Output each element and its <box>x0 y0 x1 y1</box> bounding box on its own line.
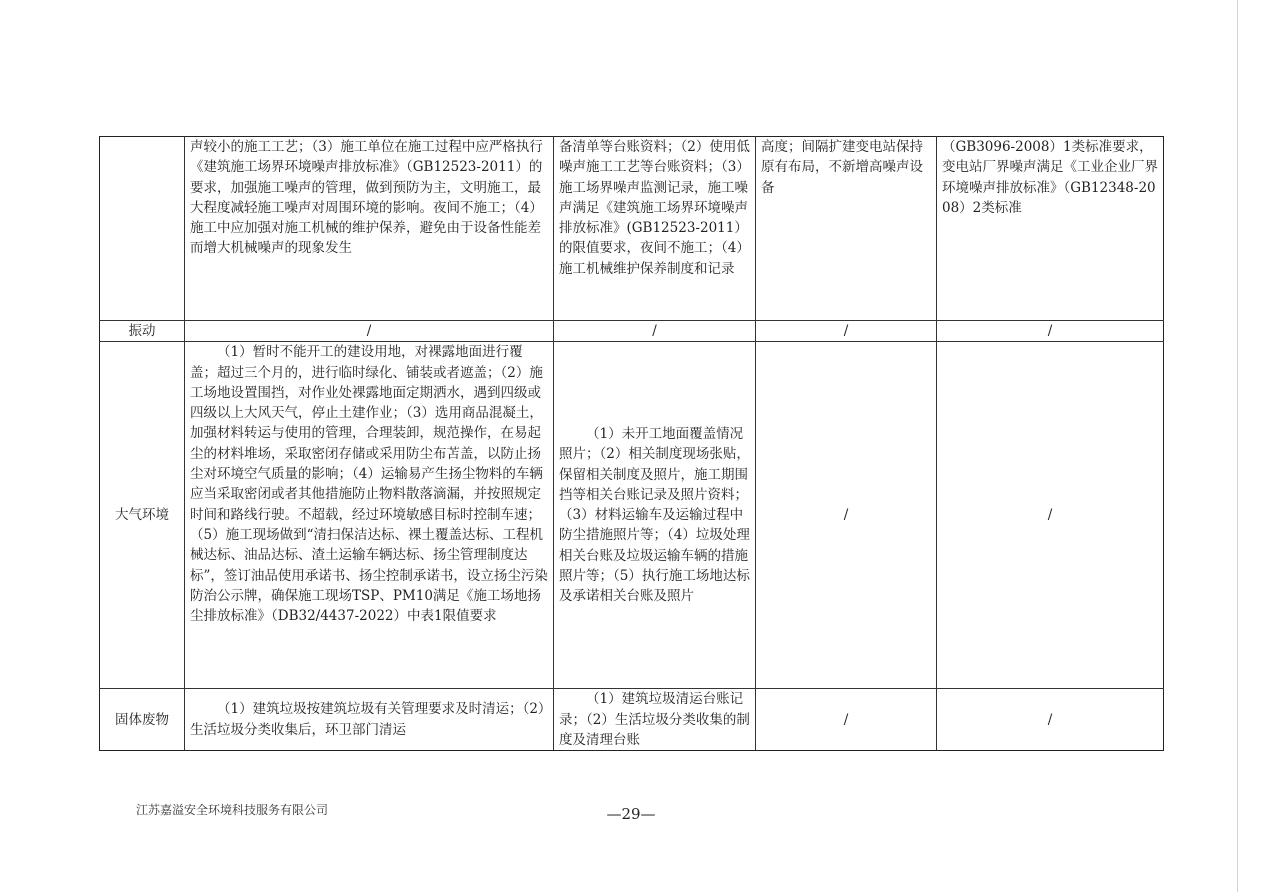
construction-measures-cell: （1）建筑垃圾按建筑垃圾有关管理要求及时清运；（2）生活垃圾分类收集后，环卫部门清运 <box>185 689 554 751</box>
footer-company-name: 江苏嘉溢安全环境科技服务有限公司 <box>136 803 329 817</box>
page-number: —29— <box>606 805 656 823</box>
operation-measures-cell: 高度；间隔扩建变电站保持原有布局，不新增高噪声设备 <box>756 137 937 321</box>
environmental-measures-table <box>99 136 1164 751</box>
table-row-air <box>100 342 1164 689</box>
table-row-solid-waste <box>100 689 1164 751</box>
operation-measures-cell: / <box>756 342 937 689</box>
construction-acceptance-cell: / <box>554 321 756 342</box>
operation-acceptance-cell: / <box>937 689 1164 751</box>
operation-acceptance-cell: / <box>937 342 1164 689</box>
construction-measures-cell: 声较小的施工工艺；（3）施工单位在施工过程中应严格执行《建筑施工场界环境噪声排放标准》（GB12523-2011）的要求，加强施工噪声的管理，做到预防为主，文明施工，最大程度减轻施工噪声对周围环境的影响。夜间不施工；（4）施工中应加强对施工机械的维护保养，避免由于设备性能差而增大机械噪声的现象发生 <box>185 137 554 321</box>
construction-measures-cell: / <box>185 321 554 342</box>
category-cell: 大气环境 <box>100 342 185 689</box>
construction-acceptance-cell: （1）建筑垃圾清运台账记录；（2）生活垃圾分类收集的制度及清理台账 <box>554 689 756 751</box>
construction-acceptance-cell: 备清单等台账资料；（2）使用低噪声施工工艺等台账资料；（3）施工场界噪声监测记录，施工噪声满足《建筑施工场界环境噪声排放标准》(GB12523-2011）的限值要求，夜间不施工；（4）施工机械维护保养制度和记录 <box>554 137 756 321</box>
table-row-noise-continued <box>100 137 1164 321</box>
operation-acceptance-cell: / <box>937 321 1164 342</box>
construction-measures-cell: （1）暂时不能开工的建设用地，对裸露地面进行覆盖；超过三个月的，进行临时绿化、铺装或者遮盖；（2）施工场地设置围挡，对作业处裸露地面定期洒水，遇到四级或四级以上大风天气，停止土建作业；（3）选用商品混凝土，加强材料转运与使用的管理，合理装卸，规范操作，在易起尘的材料堆场，采取密闭存储或采用防尘布苫盖，以防止扬尘对环境空气质量的影响；（4）运输易产生扬尘物料的车辆应当采取密闭或者其他措施防止物料散落滴漏，并按照规定时间和路线行驶。不超载，经过环境敏感目标时控制车速；（5）施工现场做到“清扫保洁达标、裸土覆盖达标、工程机械达标、油品达标、渣土运输车辆达标、扬尘管理制度达标”，签订油品使用承诺书、扬尘控制承诺书，设立扬尘污染防治公示牌，确保施工现场TSP、PM10满足《施工场地扬尘排放标准》（DB32/4437-2022）中表1限值要求 <box>185 342 554 689</box>
operation-acceptance-cell: （GB3096-2008）1类标准要求，变电站厂界噪声满足《工业企业厂界环境噪声排放标准》（GB12348-2008）2类标准 <box>937 137 1164 321</box>
construction-acceptance-cell: （1）未开工地面覆盖情况照片；（2）相关制度现场张贴，保留相关制度及照片，施工期围挡等相关台账记录及照片资料；（3）材料运输车及运输过程中防尘措施照片等；（4）垃圾处理相关台账及垃圾运输车辆的措施照片等；（5）执行施工场地达标及承诺相关台账及照片 <box>554 342 756 689</box>
category-cell: 固体废物 <box>100 689 185 751</box>
table-row-vibration <box>100 321 1164 342</box>
operation-measures-cell: / <box>756 689 937 751</box>
category-cell <box>100 137 185 321</box>
operation-measures-cell: / <box>756 321 937 342</box>
page-edge-line <box>1237 0 1238 892</box>
category-cell: 振动 <box>100 321 185 342</box>
